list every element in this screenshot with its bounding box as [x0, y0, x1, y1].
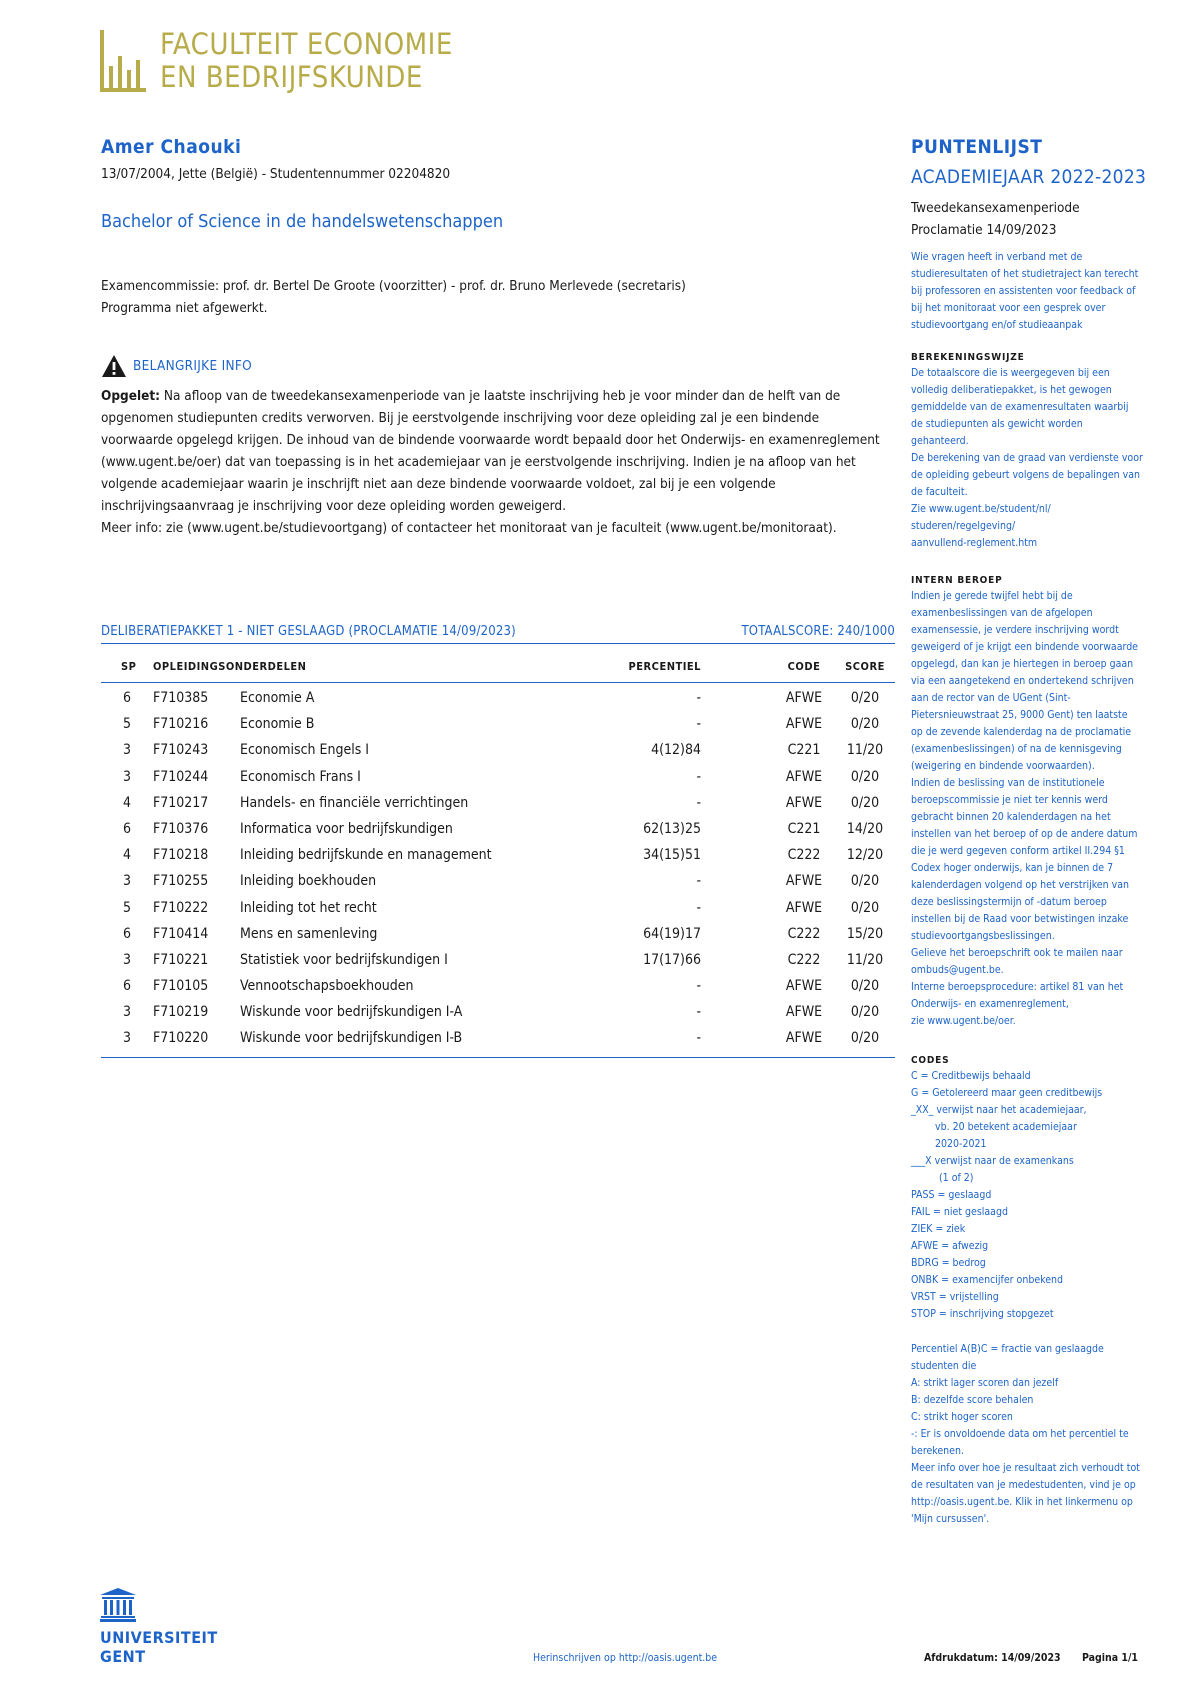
cell-score: 0/20 — [850, 690, 880, 706]
info-line: volgende academiejaar waarin je inschrijft niet aan deze bindende voorwaarde voldoet, zal bij je een volgende — [101, 476, 776, 492]
course-table-body — [101, 687, 895, 1054]
cell-score: 0/20 — [850, 768, 880, 785]
cell-course-name: Statistiek voor bedrijfskundigen I — [240, 951, 448, 968]
cell-sp: 3 — [122, 1030, 131, 1047]
appeal-line: via een aangetekend en ondertekend schrijven — [911, 675, 1134, 687]
code-line: (1 of 2) — [939, 1172, 974, 1184]
calc-heading: BEREKENINGSWIJZE — [911, 352, 1025, 363]
faculty-name-line2: EN BEDRIJFSKUNDE — [160, 60, 423, 94]
table-header-rule — [101, 682, 895, 683]
appeal-section — [911, 575, 1151, 1030]
cell-course-name: Inleiding tot het recht — [240, 899, 377, 916]
cell-score: 0/20 — [850, 1030, 880, 1047]
cell-sp: 5 — [122, 899, 131, 916]
cell-course-code: F710217 — [153, 794, 209, 811]
table-row — [101, 949, 895, 975]
cell-course-name: Inleiding boekhouden — [240, 873, 377, 890]
codes-section — [911, 1055, 1151, 1323]
exam-period: Tweedekansexamenperiode — [911, 200, 1080, 216]
appeal-line: deze beslissingstermijn of -datum beroep — [911, 896, 1107, 908]
calc-line: gehanteerd. — [911, 435, 969, 447]
calc-line: studeren/regelgeving/ — [911, 520, 1016, 532]
sidebar-title: PUNTENLIJST — [911, 136, 1043, 158]
important-info-header — [101, 354, 252, 378]
table-row — [101, 923, 895, 949]
cell-sp: 5 — [122, 716, 131, 733]
cell-percentile: - — [696, 716, 701, 733]
code-line: VRST = vrijstelling — [911, 1291, 999, 1303]
cell-percentile: 4(12)84 — [651, 742, 701, 759]
cell-course-name: Economie A — [240, 690, 315, 706]
intro-line: studieresultaten of het studietraject kan terecht — [911, 268, 1139, 280]
code-line: C = Creditbewijs behaald — [911, 1070, 1031, 1082]
appeal-line: opgelegd, dan kan je hiertegen in beroep gaan — [911, 658, 1134, 670]
committee-text: Examencommissie: prof. dr. Bertel De Groote (voorzitter) - prof. dr. Bruno Merlevede (secretaris) — [101, 278, 686, 294]
cell-course-code: F710414 — [153, 925, 209, 942]
codes-text — [911, 1068, 1151, 1323]
info-line: Meer info: zie (www.ugent.be/studievoortgang) of contacteer het monitoraat van je faculteit (www.ugent.be/monitoraat). — [101, 520, 837, 536]
student-name: Amer Chaouki — [101, 136, 242, 158]
university-line1: UNIVERSITEIT — [100, 1628, 218, 1647]
intro-line: bij professoren en assistenten voor feedback of — [911, 285, 1136, 297]
code-line: vb. 20 betekent academiejaar — [935, 1121, 1077, 1133]
cell-result-code: AFWE — [785, 794, 823, 811]
info-line: opgenomen studiepunten credits verworven. Bij je eerstvolgende inschrijving voor deze opleiding zal je een bindende — [101, 410, 820, 426]
total-score: TOTAALSCORE: 240/1000 — [741, 624, 895, 639]
percentile-line: C: strikt hoger scoren — [911, 1411, 1013, 1423]
page-number: Pagina 1/1 — [1082, 1652, 1138, 1664]
deliberation-title: DELIBERATIEPAKKET 1 - NIET GESLAAGD (PROCLAMATIE 14/09/2023) — [101, 624, 516, 639]
appeal-heading: INTERN BEROEP — [911, 575, 1003, 586]
cell-score: 11/20 — [846, 742, 884, 759]
cell-result-code: AFWE — [785, 978, 823, 995]
exam-period-block — [911, 197, 1080, 241]
table-row — [101, 739, 895, 765]
appeal-line: studievoortgangsbeslissingen. — [911, 930, 1055, 942]
calc-text — [911, 365, 1151, 552]
calc-line: de opleiding gebeurt volgens de bepalingen van — [911, 469, 1140, 481]
col-units: OPLEIDINGSONDERDELEN — [153, 660, 307, 673]
cell-course-name: Vennootschapsboekhouden — [240, 978, 414, 995]
percentile-line: A: strikt lager scoren dan jezelf — [911, 1377, 1059, 1389]
code-line: BDRG = bedrog — [911, 1257, 986, 1269]
cell-score: 0/20 — [850, 873, 880, 890]
appeal-line: geweigerd of je krijgt een bindende voorwaarde — [911, 641, 1139, 653]
committee-block — [101, 275, 686, 319]
student-meta: 13/07/2004, Jette (België) - Studentennummer 02204820 — [101, 166, 451, 182]
code-line: FAIL = niet geslaagd — [911, 1206, 1008, 1218]
intro-line: studievoortgang en/of studieaanpak — [911, 319, 1083, 331]
appeal-line: zie www.ugent.be/oer. — [911, 1015, 1016, 1027]
cell-course-code: F710105 — [153, 978, 209, 995]
appeal-line: Codex hoger onderwijs, kan je binnen de 7 — [911, 862, 1114, 874]
table-row — [101, 766, 895, 792]
appeal-line: kalenderdagen volgend op het verstrijken van — [911, 879, 1129, 891]
cell-course-name: Mens en samenleving — [240, 925, 378, 942]
intro-line: Wie vragen heeft in verband met de — [911, 251, 1083, 263]
table-row — [101, 687, 895, 713]
table-row — [101, 870, 895, 896]
cell-score: 0/20 — [850, 1004, 880, 1021]
cell-score: 15/20 — [846, 925, 884, 942]
cell-score: 11/20 — [846, 951, 884, 968]
cell-course-code: F710222 — [153, 899, 209, 916]
percentile-line: http://oasis.ugent.be. Klik in het linkermenu op — [911, 1496, 1133, 1508]
cell-course-code: F710376 — [153, 820, 209, 837]
table-row — [101, 897, 895, 923]
cell-percentile: - — [696, 768, 701, 785]
cell-result-code: AFWE — [785, 899, 823, 916]
info-label: Opgelet: — [101, 388, 161, 404]
cell-result-code: AFWE — [785, 1030, 823, 1047]
cell-course-code: F710221 — [153, 951, 209, 968]
table-row — [101, 1001, 895, 1027]
cell-result-code: C221 — [787, 820, 821, 837]
cell-course-name: Informatica voor bedrijfskundigen — [240, 820, 453, 837]
calc-section — [911, 352, 1151, 552]
appeal-line: beroepscommissie je niet ter kennis werd — [911, 794, 1108, 806]
cell-course-code: F710244 — [153, 768, 209, 785]
ugent-logo — [100, 1588, 218, 1668]
ugent-building-icon — [100, 1588, 136, 1622]
cell-sp: 3 — [122, 873, 131, 890]
appeal-line: Gelieve het beroepschrift ook te mailen naar — [911, 947, 1123, 959]
col-percentile: PERCENTIEL — [628, 660, 701, 673]
appeal-line: examenbeslissingen van de afgelopen — [911, 607, 1093, 619]
calc-line: Zie www.ugent.be/student/nl/ — [911, 503, 1051, 515]
cell-course-name: Economisch Frans I — [240, 768, 361, 785]
cell-sp: 6 — [122, 820, 131, 837]
cell-sp: 3 — [122, 768, 131, 785]
cell-result-code: AFWE — [785, 768, 823, 785]
cell-percentile: - — [696, 978, 701, 995]
cell-sp: 3 — [122, 1004, 131, 1021]
code-line: _XX_ verwijst naar het academiejaar, — [911, 1104, 1087, 1116]
program-title: Bachelor of Science in de handelswetenschappen — [101, 211, 504, 232]
percentile-line: studenten die — [911, 1360, 977, 1372]
cell-course-name: Economie B — [240, 716, 315, 733]
cell-sp: 6 — [122, 690, 131, 706]
table-row — [101, 1027, 895, 1053]
appeal-line: Onderwijs- en examenreglement, — [911, 998, 1069, 1010]
faculty-logo — [100, 28, 460, 94]
cell-sp: 3 — [122, 951, 131, 968]
cell-result-code: C222 — [787, 925, 821, 942]
cell-course-code: F710220 — [153, 1030, 209, 1047]
print-date: Afdrukdatum: 14/09/2023 — [924, 1652, 1061, 1664]
percentile-line: 'Mijn cursussen'. — [911, 1513, 990, 1525]
percentile-line: de resultaten van je medestudenten, vind je op — [911, 1479, 1136, 1491]
program-status: Programma niet afgewerkt. — [101, 300, 268, 316]
appeal-line: ombuds@ugent.be. — [911, 964, 1004, 976]
cell-score: 0/20 — [850, 978, 880, 995]
cell-sp: 6 — [122, 925, 131, 942]
appeal-line: instellen van het beroep of op de andere datum — [911, 828, 1138, 840]
cell-sp: 4 — [122, 794, 131, 811]
info-line: inschrijvingsaanvraag je inschrijving voor deze opleiding worden geweigerd. — [101, 498, 566, 514]
table-row — [101, 818, 895, 844]
code-line: ___X verwijst naar de examenkans — [911, 1155, 1074, 1167]
cell-percentile: - — [696, 1030, 701, 1047]
table-top-rule — [101, 643, 895, 644]
intro-line: bij het monitoraat voor een gesprek over — [911, 302, 1106, 314]
cell-result-code: C222 — [787, 951, 821, 968]
appeal-line: op de zevende kalenderdag na de proclamatie — [911, 726, 1132, 738]
col-score: SCORE — [845, 660, 885, 673]
deliberation-header — [101, 624, 895, 639]
code-line: ONBK = examencijfer onbekend — [911, 1274, 1064, 1286]
cell-percentile: - — [696, 1004, 701, 1021]
percentile-line: -: Er is onvoldoende data om het percentiel te — [911, 1428, 1129, 1440]
cell-score: 12/20 — [846, 847, 884, 864]
calc-line: De berekening van de graad van verdienste voor — [911, 452, 1143, 464]
percentile-line: berekenen. — [911, 1445, 964, 1457]
appeal-line: examensessie, je verdere inschrijving wordt — [911, 624, 1119, 636]
cell-result-code: AFWE — [785, 716, 823, 733]
calc-line: volledig deliberatiepakket, is het gewogen — [911, 384, 1112, 396]
warning-icon — [101, 354, 127, 378]
cell-percentile: 34(15)51 — [643, 847, 701, 864]
cell-score: 0/20 — [850, 899, 880, 916]
cell-percentile: 62(13)25 — [643, 820, 701, 837]
cell-sp: 4 — [122, 847, 131, 864]
cell-course-code: F710218 — [153, 847, 209, 864]
table-row — [101, 713, 895, 739]
calc-line: de studiepunten als gewicht worden — [911, 418, 1083, 430]
calc-line: de faculteit. — [911, 486, 968, 498]
calc-line: De totaalscore die is weergegeven bij een — [911, 367, 1110, 379]
cell-course-name: Economisch Engels I — [240, 742, 369, 759]
cell-course-name: Handels- en financiële verrichtingen — [240, 794, 469, 811]
cell-score: 14/20 — [846, 820, 884, 837]
cell-course-name: Wiskunde voor bedrijfskundigen I-A — [240, 1004, 463, 1021]
important-info-body — [101, 385, 901, 539]
calc-line: aanvullend-reglement.htm — [911, 537, 1038, 549]
cell-score: 0/20 — [850, 716, 880, 733]
academic-year: ACADEMIEJAAR 2022-2023 — [911, 166, 1147, 188]
cell-course-code: F710219 — [153, 1004, 209, 1021]
appeal-line: die je werd gegeven conform artikel II.294 §1 — [911, 845, 1125, 857]
appeal-line: gebracht binnen 20 kalenderdagen na het — [911, 811, 1111, 823]
table-row — [101, 844, 895, 870]
appeal-line: Indien de beslissing van de institutionele — [911, 777, 1105, 789]
calc-line: gemiddelde van de examenresultaten waarbij — [911, 401, 1129, 413]
cell-sp: 6 — [122, 978, 131, 995]
code-line: ZIEK = ziek — [911, 1223, 966, 1235]
cell-result-code: C221 — [787, 742, 821, 759]
appeal-line: instellen bij de Raad voor betwistingen inzake — [911, 913, 1129, 925]
appeal-line: Indien je gerede twijfel hebt bij de — [911, 590, 1073, 602]
info-line: (www.ugent.be/oer) dat van toepassing is in het academiejaar van je eerstvolgende inschrijving. Indien je na afloop van het — [101, 454, 856, 470]
cell-course-name: Wiskunde voor bedrijfskundigen I-B — [240, 1030, 463, 1047]
code-line: AFWE = afwezig — [911, 1240, 989, 1252]
sidebar-intro — [911, 249, 1151, 334]
cell-sp: 3 — [122, 742, 131, 759]
cell-percentile: - — [696, 794, 701, 811]
info-line: voorwaarde opgelegd krijgen. De inhoud van de bindende voorwaarde wordt bepaald door het Onderwijs- en examenreglement — [101, 432, 880, 448]
cell-percentile: - — [696, 899, 701, 916]
appeal-line: aan de rector van de UGent (Sint- — [911, 692, 1071, 704]
cell-score: 0/20 — [850, 794, 880, 811]
cell-percentile: 17(17)66 — [643, 951, 701, 968]
code-line: 2020-2021 — [935, 1138, 987, 1150]
code-line: G = Getolereerd maar geen creditbewijs — [911, 1087, 1103, 1099]
appeal-line: Pietersnieuwstraat 25, 9000 Gent) ten laatste — [911, 709, 1128, 721]
cell-result-code: AFWE — [785, 1004, 823, 1021]
col-sp: SP — [121, 660, 137, 673]
appeal-text — [911, 588, 1151, 1030]
cell-course-code: F710243 — [153, 742, 209, 759]
percentile-line: Percentiel A(B)C = fractie van geslaagde — [911, 1343, 1104, 1355]
faculty-bars-icon — [100, 30, 146, 92]
percentile-legend — [911, 1341, 1151, 1528]
cell-percentile: - — [696, 873, 701, 890]
appeal-line: Interne beroepsprocedure: artikel 81 van het — [911, 981, 1124, 993]
table-bottom-rule — [101, 1057, 895, 1058]
code-line: PASS = geslaagd — [911, 1189, 992, 1201]
appeal-line: (examenbeslissingen) of na de kennisgeving — [911, 743, 1122, 755]
table-row — [101, 975, 895, 1001]
percentile-line: B: dezelfde score behalen — [911, 1394, 1034, 1406]
col-code: CODE — [787, 660, 821, 673]
cell-result-code: AFWE — [785, 873, 823, 890]
cell-course-name: Inleiding bedrijfskunde en management — [240, 847, 492, 864]
code-line: STOP = inschrijving stopgezet — [911, 1308, 1054, 1320]
cell-percentile: - — [696, 690, 701, 706]
codes-heading: CODES — [911, 1055, 950, 1066]
cell-course-code: F710385 — [153, 690, 209, 706]
percentile-line: Meer info over hoe je resultaat zich verhoudt tot — [911, 1462, 1140, 1474]
info-line: Opgelet: Na afloop van de tweedekansexamenperiode van je laatste inschrijving heb je voor minder dan de helft van de — [101, 388, 841, 404]
table-header — [101, 660, 895, 678]
reregister-link[interactable]: Herinschrijven op http://oasis.ugent.be — [533, 1652, 718, 1664]
cell-percentile: 64(19)17 — [643, 925, 701, 942]
proclamation-date: Proclamatie 14/09/2023 — [911, 222, 1057, 238]
table-row — [101, 792, 895, 818]
important-info-title: BELANGRIJKE INFO — [133, 358, 252, 374]
cell-course-code: F710255 — [153, 873, 209, 890]
cell-course-code: F710216 — [153, 716, 209, 733]
faculty-name-line1: FACULTEIT ECONOMIE — [160, 27, 453, 61]
cell-result-code: AFWE — [785, 690, 823, 706]
appeal-line: (weigering en bindende voorwaarden). — [911, 760, 1095, 772]
cell-result-code: C222 — [787, 847, 821, 864]
university-line2: GENT — [100, 1647, 146, 1666]
